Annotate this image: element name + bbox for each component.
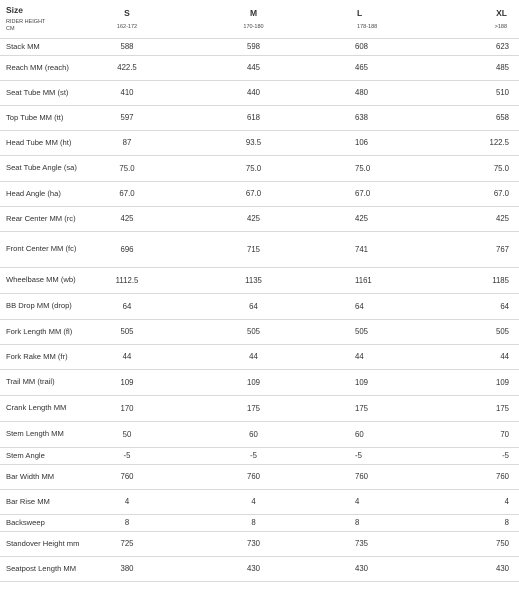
cell-s: 422.5	[117, 63, 137, 72]
cell-xl: 122.5	[489, 138, 509, 147]
row-label: Stem Length MM	[6, 429, 64, 439]
table-row	[0, 447, 519, 464]
cell-xl: 510	[495, 88, 509, 97]
header-row	[0, 0, 519, 38]
rider-height-label: RIDER HEIGHT CM	[6, 18, 46, 32]
cell-l: 735	[355, 539, 369, 548]
cell-m: 1135	[245, 275, 262, 285]
size-height: 170-180	[243, 23, 264, 30]
cell-m: 430	[246, 564, 260, 573]
cell-m: 93.5	[245, 138, 262, 147]
size-label: Size	[6, 4, 24, 15]
cell-xl: 485	[495, 63, 509, 72]
table-row	[0, 395, 519, 421]
cell-m: 8	[251, 518, 256, 527]
row-label: Seat Tube MM (st)	[6, 87, 69, 97]
size-height: 178-188	[357, 23, 378, 30]
cell-m: 598	[246, 42, 260, 51]
cell-l: 741	[355, 244, 369, 254]
size-column-xl	[417, 0, 519, 38]
cell-l: 505	[355, 327, 369, 336]
row-label: Crank Length MM	[6, 403, 67, 413]
cell-s: 4	[124, 497, 130, 506]
cell-l: 44	[355, 352, 364, 361]
cell-s: 588	[120, 42, 134, 51]
table-row	[0, 369, 519, 395]
size-column-s	[92, 0, 162, 38]
row-label: Backsweep	[6, 517, 45, 527]
cell-xl: -5	[502, 451, 509, 460]
cell-l: 67.0	[355, 189, 371, 198]
cell-xl: 70	[500, 429, 509, 439]
cell-s: 64	[122, 301, 132, 311]
cell-xl: 760	[495, 472, 509, 481]
row-label: Head Angle (ha)	[6, 188, 61, 198]
cell-m: 175	[246, 403, 260, 413]
table-row	[0, 556, 519, 581]
size-name: L	[357, 7, 363, 18]
cell-l: 75.0	[355, 163, 371, 173]
table-row	[0, 489, 519, 514]
cell-m: 618	[246, 113, 260, 122]
table-row	[0, 267, 519, 293]
table-row	[0, 344, 519, 369]
table-row	[0, 38, 519, 55]
cell-l: -5	[355, 451, 362, 460]
row-label: Trail MM (trail)	[6, 377, 55, 387]
cell-m: 425	[246, 214, 260, 223]
cell-xl: 750	[495, 539, 509, 548]
cell-s: 380	[120, 564, 134, 573]
row-label: Bar Rise MM	[6, 496, 50, 506]
cell-m: 4	[251, 497, 256, 506]
row-label: Fork Rake MM (fr)	[6, 351, 68, 361]
size-name: XL	[496, 7, 507, 18]
cell-m: 60	[249, 429, 258, 439]
cell-m: 760	[246, 472, 260, 481]
cell-l: 64	[355, 301, 364, 311]
cell-s: 109	[120, 377, 134, 387]
cell-s: 67.0	[119, 189, 135, 198]
cell-s: -5	[123, 451, 131, 460]
cell-xl: 8	[504, 518, 509, 527]
size-height: >188	[494, 23, 507, 30]
cell-xl: 175	[495, 403, 509, 413]
table-body	[0, 38, 519, 581]
table-row	[0, 464, 519, 489]
cell-l: 106	[355, 138, 369, 147]
cell-m: 445	[246, 63, 260, 72]
cell-m: -5	[250, 451, 257, 460]
row-label: Front Center MM (fc)	[6, 244, 77, 254]
table-row	[0, 105, 519, 130]
cell-m: 440	[246, 88, 260, 97]
cell-s: 87	[122, 138, 132, 147]
table-row	[0, 80, 519, 105]
cell-s: 8	[124, 518, 130, 527]
cell-l: 425	[355, 214, 369, 223]
cell-s: 597	[120, 113, 134, 122]
cell-s: 696	[120, 244, 134, 254]
cell-m: 109	[246, 377, 260, 387]
row-label: Seatpost Length MM	[6, 563, 77, 573]
cell-xl: 4	[504, 497, 509, 506]
cell-s: 75.0	[119, 163, 135, 173]
cell-l: 8	[355, 518, 360, 527]
cell-xl: 505	[495, 327, 509, 336]
cell-m: 44	[249, 352, 258, 361]
cell-l: 480	[355, 88, 369, 97]
cell-xl: 425	[495, 214, 509, 223]
cell-xl: 67.0	[493, 189, 509, 198]
row-label: Head Tube MM (ht)	[6, 137, 72, 147]
row-label: Reach MM (reach)	[6, 62, 69, 72]
cell-s: 1112.5	[115, 275, 139, 285]
cell-m: 730	[246, 539, 260, 548]
table-row	[0, 421, 519, 447]
cell-s: 50	[122, 429, 132, 439]
row-label: Fork Length MM (fl)	[6, 326, 73, 336]
table-row	[0, 531, 519, 556]
cell-xl: 430	[495, 564, 509, 573]
size-name: S	[124, 7, 130, 18]
cell-l: 465	[355, 63, 369, 72]
cell-l: 760	[355, 472, 369, 481]
cell-xl: 623	[495, 42, 509, 51]
cell-l: 608	[355, 42, 369, 51]
cell-xl: 767	[495, 244, 509, 254]
table-row	[0, 319, 519, 344]
row-label: Rear Center MM (rc)	[6, 213, 76, 223]
cell-s: 760	[120, 472, 134, 481]
row-label: Seat Tube Angle (sa)	[6, 163, 77, 173]
cell-xl: 1185	[492, 275, 509, 285]
cell-s: 425	[120, 214, 134, 223]
table-row	[0, 130, 519, 155]
cell-m: 715	[246, 244, 260, 254]
table-row	[0, 293, 519, 319]
table-row	[0, 206, 519, 231]
cell-l: 1161	[355, 275, 372, 285]
row-label: Stem Angle	[6, 450, 45, 460]
cell-s: 725	[120, 539, 134, 548]
cell-l: 4	[355, 497, 360, 506]
cell-l: 60	[355, 429, 364, 439]
size-name: M	[249, 7, 258, 18]
table-row	[0, 514, 519, 531]
cell-m: 75.0	[245, 163, 262, 173]
cell-xl: 109	[495, 377, 509, 387]
size-column-m	[162, 0, 345, 38]
row-label: Wheelbase MM (wb)	[6, 275, 76, 285]
table-row	[0, 231, 519, 267]
row-label: BB Drop MM (drop)	[6, 301, 72, 311]
size-column-l	[345, 0, 417, 38]
size-height: 162-172	[116, 23, 138, 30]
cell-s: 410	[120, 88, 134, 97]
cell-xl: 658	[495, 113, 509, 122]
cell-s: 44	[122, 352, 132, 361]
cell-l: 109	[355, 377, 369, 387]
row-label: Bar Width MM	[6, 471, 55, 481]
cell-m: 67.0	[245, 189, 262, 198]
cell-xl: 44	[500, 352, 509, 361]
table-row	[0, 55, 519, 80]
cell-l: 638	[355, 113, 369, 122]
header-size-cell	[0, 0, 92, 38]
row-label: Top Tube MM (tt)	[6, 112, 64, 122]
cell-s: 170	[120, 403, 134, 413]
cell-xl: 64	[500, 301, 509, 311]
table-row	[0, 181, 519, 206]
cell-xl: 75.0	[493, 163, 509, 173]
cell-l: 430	[355, 564, 369, 573]
cell-m: 505	[246, 327, 260, 336]
table-row	[0, 155, 519, 181]
cell-l: 175	[355, 403, 369, 413]
row-label: Standover Height mm	[6, 538, 80, 548]
row-label: Stack MM	[6, 41, 40, 51]
cell-s: 505	[120, 327, 134, 336]
cell-m: 64	[249, 301, 258, 311]
